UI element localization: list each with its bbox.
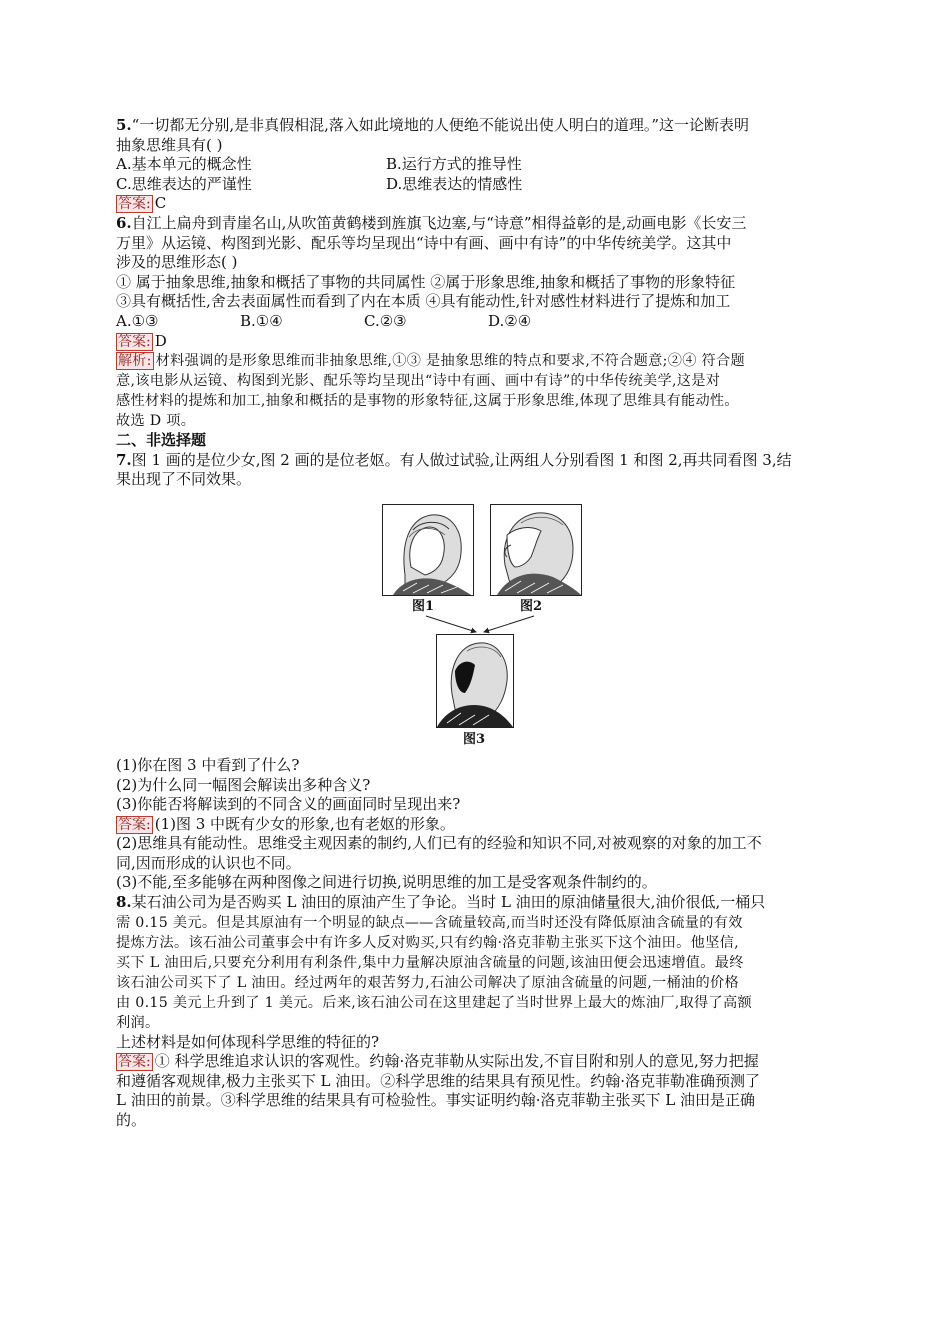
figure-arrows — [416, 614, 546, 634]
q7-answer-1: 答案: (1)图 3 中既有少女的形象,也有老妪的形象。 — [118, 814, 455, 833]
q5-answer: 答案: C — [118, 194, 167, 213]
q6-answer: 答案: D — [118, 331, 167, 350]
q8-material-line6: 由 0.15 美元上升到了 1 美元。后来,该石油公司在这里建起了当时世界上最大的炼油厂,取得了高额 — [116, 994, 752, 1011]
q7-part-3: (3)你能否将解读到的不同含义的画面同时呈现出来? — [116, 795, 461, 814]
q8-answer-line2: 和遵循客观规律,极力主张买下 L 油田。②科学思维的结果具有预见性。约翰·洛克菲勒准确预测了 — [116, 1071, 761, 1090]
q5-option-a: A.基本单元的概念性 — [116, 155, 252, 174]
q8-material-line5: 该石油公司买下了 L 油田。经过两年的艰苦努力,石油公司解决了原油含硫量的问题,一桶油的价格 — [116, 974, 739, 991]
q6-option-d: D.②④ — [488, 311, 532, 330]
q8-material-line1: 8.某石油公司为是否购买 L 油田的原油产生了争论。当时 L 油田的原油储量很大,油价很低,一桶只 — [116, 893, 766, 912]
q7-stem-line2: 果出现了不同效果。 — [116, 470, 252, 489]
q8-material-line4: 买下 L 油田后,只要充分利用有利条件,集中力量解决原油含硫量的问题,该油田便会迅速增值。最终 — [116, 954, 744, 971]
q6-statements-2: ③具有概括性,舍去表面属性而看到了内在本质 ④具有能动性,针对感性材料进行了提炼和加工 — [116, 292, 731, 311]
q7-part-1: (1)你在图 3 中看到了什么? — [116, 755, 300, 774]
q6-stem-line3: 涉及的思维形态( ) — [116, 253, 238, 272]
q6-stem-line2: 万里》从运镜、构图到光影、配乐等均呈现出“诗中有画、画中有诗”的中华传统美学。这其中 — [116, 233, 732, 252]
q8-answer-line4: 的。 — [116, 1111, 147, 1130]
figure-1-girl-image — [382, 504, 474, 596]
q5-stem-line1: 5.“一切都无分别,是非真假相混,落入如此境地的人便绝不能说出使人明白的道理。”这一论断表明 — [116, 116, 750, 134]
q6-option-b: B.①④ — [240, 311, 283, 330]
figure-1-caption: 图1 — [412, 598, 435, 614]
figure-3-caption: 图3 — [463, 731, 486, 747]
section-heading: 二、非选择题 — [116, 431, 207, 450]
q6-analysis-line3: 感性材料的提炼和加工,抽象和概括的是事物的形象特征,这属于形象思维,体现了思维具有能动性。 — [116, 393, 739, 410]
q6-option-a: A.①③ — [116, 311, 159, 330]
q6-stem-line1: 6.自江上扁舟到青崖名山,从吹笛黄鹤楼到旌旗飞边塞,与“诗意”相得益彰的是,动画电影《长安三 — [116, 213, 747, 232]
q6-options — [116, 312, 836, 332]
q5-option-c: C.思维表达的严谨性 — [116, 174, 252, 193]
q6-analysis-line4: 故选 D 项。 — [116, 413, 196, 430]
q5-options-row1 — [116, 155, 836, 175]
q5-stem-line2: 抽象思维具有( ) — [116, 135, 223, 154]
answer-tag: 答案: — [118, 196, 151, 213]
q8-answer-line3: L 油田的前景。③科学思维的结果具有可检验性。事实证明约翰·洛克菲勒主张买下 L 油田是正确 — [116, 1091, 755, 1110]
q8-answer-line1: 答案: ① 科学思维追求认识的客观性。约翰·洛克菲勒从实际出发,不盲目附和别人的意见,努力把握 — [118, 1052, 759, 1071]
q7-answer-2a: (2)思维具有能动性。思维受主观因素的制约,人们已有的经验和知识不同,对被观察的对象的加工不 — [116, 834, 762, 853]
q7-part-2: (2)为什么同一幅图会解读出多种含义? — [116, 775, 371, 794]
answer-tag: 答案: — [118, 1054, 151, 1071]
q8-material-line7: 利润。 — [116, 1014, 160, 1031]
q6-option-c: C.②③ — [364, 311, 407, 330]
q8-material-line3: 提炼方法。该石油公司董事会中有许多人反对购买,只有约翰·洛克菲勒主张买下这个油田。他坚信, — [116, 934, 739, 951]
figure-3-ambiguous-image — [436, 634, 514, 728]
answer-tag: 答案: — [118, 816, 151, 833]
q5-option-d: D.思维表达的情感性 — [386, 174, 523, 193]
analysis-tag: 解析: — [118, 353, 152, 370]
q8-material-line2: 需 0.15 美元。但是其原油有一个明显的缺点——含硫量较高,而当时还没有降低原油含硫量的有效 — [116, 914, 743, 931]
document-page — [116, 116, 836, 1131]
q7-answer-2b: 同,因而形成的认识也不同。 — [116, 853, 301, 872]
figure-2-caption: 图2 — [520, 598, 543, 614]
answer-tag: 答案: — [118, 333, 151, 350]
q7-answer-3: (3)不能,至多能够在两种图像之间进行切换,说明思维的加工是受客观条件制约的。 — [116, 873, 657, 892]
q7-stem-line1: 7.图 1 画的是位少女,图 2 画的是位老妪。有人做过试验,让两组人分别看图 1 和图 2,再共同看图 3,结 — [116, 450, 792, 469]
q6-analysis-line1: 解析: 材料强调的是形象思维而非抽象思维,①③ 是抽象思维的特点和要求,不符合题意;②④ 符合题 — [118, 353, 745, 370]
figure-2-old-woman-image — [490, 504, 582, 596]
q5-options-row2 — [116, 175, 836, 195]
q6-analysis-line2: 意,该电影从运镜、构图到光影、配乐等均呈现出“诗中有画、画中有诗”的中华传统美学,这是对 — [116, 373, 721, 390]
q6-statements-1: ① 属于抽象思维,抽象和概括了事物的共同属性 ②属于形象思维,抽象和概括了事物的形象特征 — [116, 272, 736, 291]
q8-question: 上述材料是如何体现科学思维的特征的? — [116, 1032, 380, 1051]
q5-option-b: B.运行方式的推导性 — [386, 155, 522, 174]
q7-figure — [116, 498, 836, 750]
